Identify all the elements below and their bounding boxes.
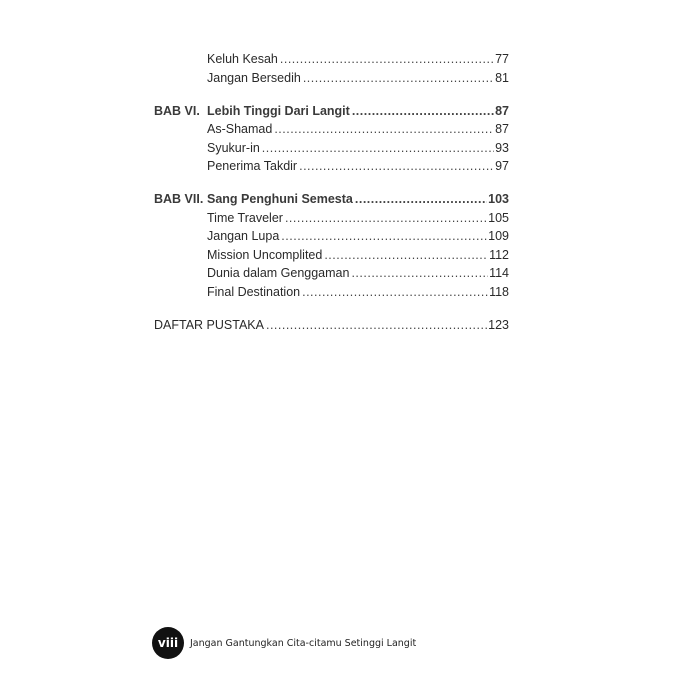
toc-entry-mission-uncomplited — [207, 247, 509, 263]
toc-entry-page: 123 — [488, 318, 509, 332]
dot-leader — [285, 210, 487, 226]
dot-leader — [274, 121, 494, 137]
toc-entry-title: Keluh Kesah — [207, 52, 278, 66]
toc-entry-syukur-in — [207, 140, 509, 156]
toc-entry-title: Jangan Bersedih — [207, 71, 301, 85]
toc-entry-page: 81 — [495, 71, 509, 85]
dot-leader — [351, 265, 488, 281]
chapter-number: BAB VI. — [154, 104, 200, 118]
toc-entry-as-shamad — [207, 121, 509, 137]
toc-entry-title: DAFTAR PUSTAKA — [154, 318, 264, 332]
dot-leader — [352, 103, 494, 119]
toc-chapter-7 — [207, 191, 509, 207]
dot-leader — [266, 317, 487, 333]
toc-chapter-6 — [207, 103, 509, 119]
dot-leader — [302, 284, 488, 300]
toc-entry-title: Dunia dalam Genggaman — [207, 266, 350, 280]
running-book-title: Jangan Gantungkan Cita-citamu Setinggi Langit — [190, 637, 417, 649]
toc-entry-daftar-pustaka — [154, 317, 509, 333]
toc-entry-page: 87 — [495, 122, 509, 136]
dot-leader — [355, 191, 487, 207]
dot-leader — [299, 158, 494, 174]
dot-leader — [324, 247, 488, 263]
chapter-title: Sang Penghuni Semesta — [207, 192, 353, 206]
chapter-page: 87 — [495, 104, 509, 118]
toc-entry-title: Jangan Lupa — [207, 229, 280, 243]
toc-entry-title: As-Shamad — [207, 122, 273, 136]
dot-leader — [303, 70, 494, 86]
toc-entry-title: Penerima Takdir — [207, 159, 298, 173]
toc-entry-page: 118 — [489, 285, 509, 299]
toc-entry-keluh-kesah — [207, 51, 509, 67]
chapter-number: BAB VII. — [154, 192, 204, 206]
toc-entry-jangan-lupa — [207, 228, 509, 244]
toc-entry-page: 93 — [495, 141, 509, 155]
toc-entry-dunia-dalam-genggaman — [207, 265, 509, 281]
toc-entry-page: 105 — [488, 211, 509, 225]
page-number-badge: viii — [152, 627, 184, 659]
toc-entry-final-destination — [207, 284, 509, 300]
toc-entry-page: 109 — [488, 229, 509, 243]
toc-entry-time-traveler — [207, 210, 509, 226]
toc-entry-jangan-bersedih — [207, 70, 509, 86]
dot-leader — [281, 228, 487, 244]
toc-entry-title: Final Destination — [207, 285, 301, 299]
toc-entry-page: 77 — [495, 52, 509, 66]
toc-entry-page: 112 — [489, 248, 509, 262]
toc-entry-penerima-takdir — [207, 158, 509, 174]
toc-entry-title: Mission Uncomplited — [207, 248, 323, 262]
chapter-title: Lebih Tinggi Dari Langit — [207, 104, 350, 118]
toc-entry-title: Syukur-in — [207, 141, 260, 155]
page-footer — [152, 626, 416, 660]
dot-leader — [262, 140, 494, 156]
chapter-page: 103 — [488, 192, 509, 206]
dot-leader — [280, 51, 494, 67]
toc-entry-page: 97 — [495, 159, 509, 173]
toc-entry-page: 114 — [489, 266, 509, 280]
toc-entry-title: Time Traveler — [207, 211, 283, 225]
